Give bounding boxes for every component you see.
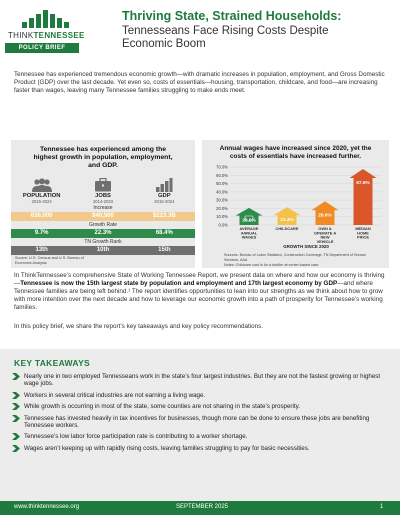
wages-vs-costs-chart [202, 140, 389, 268]
page-number: 1 [380, 504, 384, 510]
chevron-right-icon [12, 392, 20, 399]
bar-arrow [350, 169, 377, 225]
increase-header: Increase [93, 205, 113, 211]
growth-header: Growth Rate [88, 222, 118, 228]
chart-notes [224, 253, 374, 267]
chevron-right-icon [12, 403, 20, 410]
bar-value-label: 20.6% [242, 218, 256, 224]
policy-brief-badge: POLICY BRIEF [5, 43, 79, 53]
category-label: MEDIAN HOME PRICE [355, 226, 371, 240]
chart-title: Annual wages have increased since 2020, yet the costs of essentials have increased further. [219, 145, 372, 160]
footer [0, 501, 400, 515]
chevron-right-icon [12, 433, 20, 440]
x-axis-label: GROWTH SINCE 2020 [283, 244, 329, 249]
footer-date: SEPTEMBER 2025 [176, 504, 229, 510]
bar-chart-icon [155, 178, 173, 192]
y-tick-label: 50.0% [216, 181, 228, 187]
category-label: AVERAGE ANNUAL WAGES [239, 226, 259, 240]
chevron-right-icon [12, 373, 20, 380]
gdp-column: GDP 2015-2024 [134, 178, 195, 204]
takeaway-item: Tennessee has invested heavily in tax incentives for businesses, though more can be done to ensure these jobs are benefiting Tennessee workers. [12, 415, 386, 430]
category-label: CHILDCARE [275, 226, 299, 231]
page-subtitle: Tennesseans Face Rising Costs Despite Economic Boom [122, 25, 329, 50]
jobs-column: JOBS 2014-2023 [72, 178, 133, 204]
takeaway-item: While growth is occurring in most of the state, some counties are not sharing in the state’s prosperity. [12, 403, 386, 410]
chart-note: Notes: Childcare cost is for a toddler at center-based care. [224, 262, 320, 267]
infographic-title: Tennessee has experienced among the highest growth in population, employment, and GDP. [33, 146, 173, 169]
briefcase-icon [94, 178, 112, 192]
footer-url[interactable]: www.thinktennessee.org [14, 504, 80, 510]
bar-value-label: 28.6% [318, 213, 332, 219]
takeaway-item: Wages aren’t keeping up with rapidly rising costs, leaving families struggling to pay for basic necessities. [12, 445, 386, 452]
infographic-source: Source: U.S. Census and U.S. Bureau of Economic Analysis [15, 256, 84, 265]
y-tick-label: 70.0% [216, 164, 228, 170]
key-takeaways-title: KEY TAKEAWAYS [14, 358, 91, 368]
logo-mark-icon [8, 10, 82, 28]
key-takeaways-list [12, 373, 386, 456]
chart-sources: Sources: Bureau of Labor Statistics, Construction Coverage, TN Department of Human Services, AAA [224, 253, 366, 262]
report-paragraph: In ThinkTennessee’s comprehensive State of Working Tennessee Report, we present data on where and how our economy is thriving—Tennessee is now the 15th largest state by population and employment and 17th largest economy by GDP—and where Tennessee families are being left behind.¹ The report identifies opportunities to lean into our strengths as we think about how to grow with more intention over the next decade and how to leverage our economic growth into a path of prosperity for Tennessee’s working families. [14, 272, 385, 312]
logo [8, 10, 85, 40]
y-tick-label: 0.0% [218, 222, 228, 228]
takeaway-item: Tennessee’s low labor force participation rate is contributing to a worker shortage. [12, 433, 386, 440]
growth-infographic [11, 140, 195, 268]
takeaway-item: Nearly one in two employed Tennesseans work in the state’s four largest industries. But they are not the fastest growing or highest wage jobs. [12, 373, 386, 388]
key-takeaways-section [0, 349, 400, 501]
page-title: Thriving State, Strained Households: [122, 9, 342, 23]
rank-row: 13th 10th 15th [11, 246, 195, 255]
y-tick-label: 30.0% [216, 197, 228, 203]
bar-value-label: 21.4% [280, 218, 294, 224]
category-label: OWN & OPERATE A NEW VEHICLE [313, 226, 337, 244]
y-tick-label: 60.0% [216, 172, 228, 178]
increase-row: 636,000 840,500 $223.3B [11, 212, 195, 221]
y-tick-label: 40.0% [216, 189, 228, 195]
logo-text: THINKTENNESSEE [8, 31, 85, 40]
rank-header: TN Growth Rank [84, 239, 122, 245]
growth-row: 9.7% 22.3% 68.4% [11, 229, 195, 238]
chevron-right-icon [12, 415, 20, 422]
people-icon [31, 178, 53, 192]
intro-paragraph: Tennessee has experienced tremendous economic growth—with dramatic increases in population, employment, and Gross Domestic Product (GDP) over the last decade. Yet even so, costs of essentials—housing, transportation, childcare, and food—are increasing faster than wages, leaving many Tennessee families struggling to make ends meet. [14, 71, 385, 95]
brief-paragraph: In this policy brief, we share the report’s key takeaways and key policy recommendations. [14, 323, 264, 330]
y-tick-label: 10.0% [216, 214, 228, 220]
bar-value-label: 67.6% [356, 180, 370, 186]
chart-plot [202, 140, 389, 268]
takeaway-item: Workers in several critical industries are not earning a living wage. [12, 392, 386, 399]
y-tick-label: 20.0% [216, 205, 228, 211]
population-column: POPULATION 2015-2024 [11, 178, 72, 204]
chevron-right-icon [12, 445, 20, 452]
